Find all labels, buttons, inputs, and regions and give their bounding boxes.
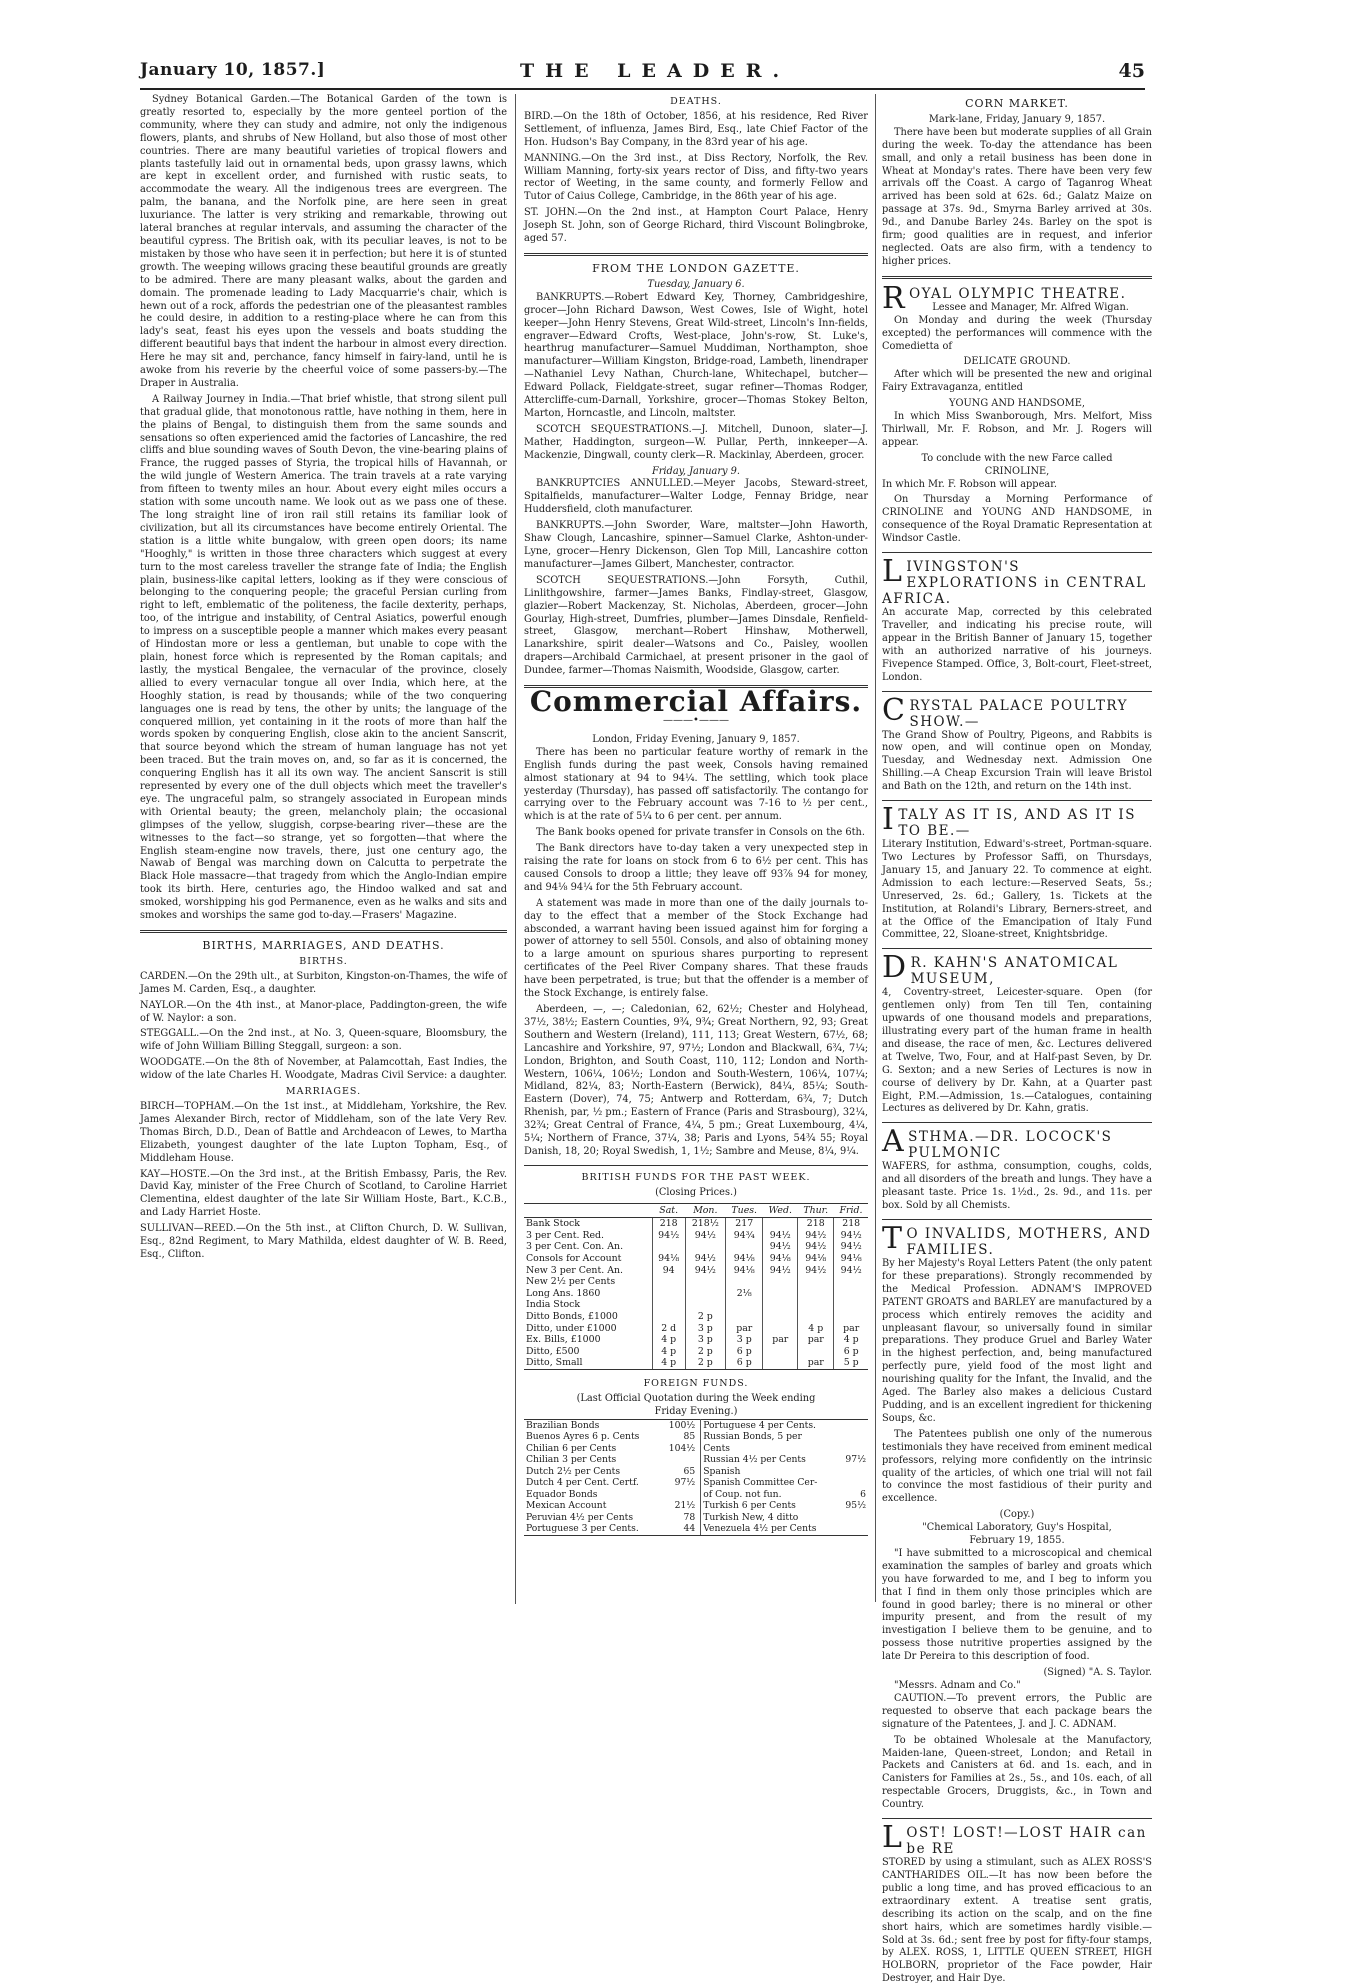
fund-name-cell: Portuguese 3 per Cents. [524, 1523, 661, 1535]
fund-name-cell: 3 per Cent. Red. [526, 1229, 605, 1241]
section-rule [882, 552, 1152, 553]
column-header [524, 1203, 652, 1218]
fund-name-cell: Long Ans. 1860 [526, 1287, 601, 1299]
price-cell: 94¾ [726, 1230, 763, 1242]
price-cell: 94⅛ [798, 1253, 834, 1265]
running-head [140, 60, 1145, 86]
advert-line: Lessee and Manager, Mr. Alfred Wigan. [932, 301, 1129, 313]
botanical-garden-article: Sydney Botanical Garden.—The Botanical Garden of the town is greatly resorted to, especially by the more genteel portion of the community, where they can study and admire, not only the indigenous flowers, plants, and shrubs of New Holland, but also those of most other countries. There are many beautiful varieties of tropical flowers and plants tastefully laid out in ornamental beds, upon grassy lawns, which are kept in excellent order, and furnished with rustic seats, to accommodate the weary. All the indigenous trees are evergreen. The palm, the banana, and the Norfolk pine, are here seen in great luxuriance. The latter is very striking and remarkable, throwing out lateral branches at regular intervals, and assuming the character of the beautiful cypress. The British oak, with its peculiar leaves, is not to be mistaken by those who have seen it in perfection; but here it is of stunted growth. The weeping willows gracing these beautiful grounds are greatly to be admired. There are many pleasant walks, about the garden and domain. The promenade leading to Lady Macquarrie's chair, which is hewn out of a rock, affords the pedestrian one of the pleasantest rambles he could desire, in addition to a resting-place where he can from this lady's seat, feast his eyes upon the vessels and boats studding the different beautiful bays that indent the harbour in almost every direction. Here he may sit and, perchance, fancy himself in fairy-land, until he is awoke from his reverie by the cheerful voice of some passers-by.—The Draper in Australia. [140, 94, 507, 389]
price-cell [763, 1323, 798, 1335]
table-row [524, 1311, 868, 1323]
table-row [524, 1357, 868, 1369]
column-rule-2 [875, 94, 876, 1602]
price-cell: 218 [834, 1218, 868, 1230]
price-cell [839, 1477, 868, 1489]
fund-name-cell: Buenos Ayres 6 p. Cents [526, 1431, 640, 1443]
table-row [524, 1443, 868, 1455]
price-cell [839, 1431, 868, 1443]
price-cell: 94½ [763, 1241, 798, 1253]
bmd-heading: BIRTHS, MARRIAGES, AND DEATHS. [202, 939, 445, 952]
price-cell: par [834, 1323, 868, 1335]
fund-name-cell: Chilian 6 per Cents [526, 1442, 617, 1454]
price-cell: 94½ [798, 1241, 834, 1253]
table-row [524, 1489, 868, 1501]
section-rule [882, 948, 1152, 949]
birth-notice: CARDEN.—On the 29th ult., at Surbiton, Kingston-on-Thames, the wife of James M. Carden, Esq., a daughter. [140, 970, 507, 995]
table-row [524, 1466, 868, 1478]
drop-cap: L [882, 1820, 904, 1856]
advert-text: CAUTION.—To prevent errors, the Public are requested to observe that each package bears the signature of the Patentees, J. and J. C. ADNAM. [882, 1692, 1152, 1730]
advert-text: On Monday and during the week (Thursday excepted) the performances will commence with the Comedietta of [882, 314, 1152, 352]
price-cell [652, 1288, 685, 1300]
advert-text: After which will be presented the new and original Fairy Extravaganza, entitled [882, 369, 1152, 394]
commercial-paragraph: A statement was made in more than one of the daily journals to-day to the effect that a member of the Stock Exchange had absconded, a warrant having been issued against him for forging a power of attorney to sell 550l. Consols, and also of obtaining money to a large amount on spurious shares purporting to represent certificates of the Peel River Company shares. That these frauds have been perpetrated, is true; but that the offender is a member of the Stock Exchange, is entirely false. [524, 897, 868, 1000]
fund-name-cell: Ex. Bills, £1000 [526, 1334, 601, 1346]
price-cell: 218 [652, 1218, 685, 1230]
commercial-dateline: London, Friday Evening, January 9, 1857. [592, 733, 800, 745]
advert-text: An accurate Map, corrected by this celebrated Traveller, and indicating his precise route, will appear in the British Banner of January 15, together with an authorized narrative of his journeys. Fivepence Stamped. Office, 3, Bolt-court, Fleet-street, London. [882, 607, 1152, 683]
advert-text: To be obtained Wholesale at the Manufactory, Maiden-lane, Queen-street, London; and Retail in Packets and Canisters at 6d. and 1s. each, and in Canisters for Families at 2s., 5s., and 10s. each, of all respectable Grocers, Druggists, &c., in Town and Country. [882, 1734, 1152, 1811]
table-row [524, 1454, 868, 1466]
price-cell [685, 1288, 725, 1300]
railway-journey-article: A Railway Journey in India.—That brief whistle, that strong silent pull that gradual glide, that monotonous rattle, have nothing in them, here in the plains of Bengal, to distinguish them from the same sounds and sensations so often experienced amid the factories of Lancashire, the red cliffs and blue sounding waves of South Devon, the vine-bearing plains of France, the rugged passes of Styria, the tropical hills of Havannah, or the wild jungle of Western America. The train travels at a rate varying from fifteen to twenty miles an hour. About every eight miles occurs a station with some uncouth name. We look out as we pass one of these. The long straight line of iron rail still retains its familiar look of civilization, but all its circumstances have become entirely Oriental. The station is a little white bungalow, with green open doors; its name "Hooghly," is written in those three characters which suggest at every turn to the most careless traveller the strange fate of India; the English plain, business-like capital letters, looking as if they were conscious of belonging to the conquering people; the graceful Persian curling from right to left, emblematic of the politeness, the facile dexterity, perhaps, too, of the intrigue and instability, of Central Asiatics, powerful enough to impress on a susceptible people a manner which makes every peasant of Hindostan more or less a gentleman, but unable to cope with the plain, honest force which is represented by the Roman capitals; and lastly, the mystical Bengalee, the vernacular of the province, closely allied to every vernacular tongue all over India, which here, at the Hooghly station, is read by thousands; while of the two conquering languages one is read by tens, the other by units; the language of the conquered million, yet containing in it the roots of more than half the words spoken by conquering English, close akin to the ancient Sanscrit, that source beyond which the stream of human language has not yet been traced. But the train moves on, and, so far as it is concerned, the conquering English has it all its own way. The ancient Sanscrit is still represented by every one of the dull objects which meet the traveller's eye. The ungraceful palm, so strangely associated in European minds with Oriental beauty; the green, melancholy plain; the occasional glimpses of the yellow, sluggish, corpse-bearing river—these are the witnesses to the fact—so strange, yet so forgotten—that where the English steam-engine now travels, there, just one century ago, the Nawab of Bengal was marching down on Calcutta to perpetrate the Black Hole massacre—that tragedy from which the Anglo-Indian empire took its birth. Here, centuries ago, the Hindoo walked and sat and smoked, worshipping his god Permanence, even as he walks and sits and smokes and worships the same god to-day.—Frasers' Magazine. [140, 393, 507, 922]
fund-name-cell: New 2½ per Cents [526, 1276, 616, 1288]
column-header: Wed. [763, 1203, 798, 1218]
price-cell: 4 p [834, 1334, 868, 1346]
price-cell [839, 1523, 868, 1535]
corn-market-heading: CORN MARKET. [965, 97, 1069, 110]
price-cell: 94½ [834, 1230, 868, 1242]
marriage-notice: KAY—HOSTE.—On the 3rd inst., at the British Embassy, Paris, the Rev. David Kay, minister of the Free Church of Scotland, to Caroline Harriet Clementina, eldest daughter of the late Sir William Hoste, Bart., K.C.B., and Lady Harriet Hoste. [140, 1168, 507, 1219]
ornament-divider: ———•——— [663, 714, 729, 726]
advert-text: In which Mr. F. Robson will appear. [882, 478, 1057, 490]
price-cell: 3 p [726, 1334, 763, 1346]
price-cell [763, 1311, 798, 1323]
fund-name-cell: Turkish New, 4 ditto [703, 1511, 799, 1523]
fund-name-cell: 3 per Cent. Con. An. [526, 1241, 624, 1253]
gazette-paragraph: BANKRUPTS.—John Sworder, Ware, maltster—John Haworth, Shaw Clough, Lancashire, spinner—Samuel Clarke, Ashton-under-Lyne, grocer—Henry Dickenson, Glen Top Mill, Lancashire cotton manufacturer—James Gilbert, Manchester, contractor. [524, 520, 868, 570]
fund-name-cell: Equador Bonds [526, 1488, 598, 1500]
fund-name-cell: Cents [703, 1442, 731, 1454]
advert-heading [882, 802, 1152, 840]
advert-heading [882, 692, 1152, 730]
advert-italy-lectures [882, 802, 1152, 942]
price-cell [652, 1276, 685, 1288]
price-cell: 3 p [685, 1323, 725, 1335]
price-cell [839, 1443, 868, 1455]
price-cell: 94½ [763, 1230, 798, 1242]
advert-asthma-wafers [882, 1124, 1152, 1213]
advert-text: STORED by using a stimulant, such as ALEX ROSS'S CANTHARIDES OIL.—It has now been before the public a long time, and has proved efficacious to an extraordinary extent. A treatise sent gratis, describing its action on the scalp, and on the fine short hairs, which are sometimes hardly visible.—Sold at 3s. 6d.; sent free by post for fifty-four stamps, by ALEX. ROSS, 1, LITTLE QUEEN STREET, HIGH HOLBORN, proprietor of the Face powder, Hair Destroyer, and Hair Dye. [882, 1857, 1152, 1985]
fund-name-cell: Chilian 3 per Cents [526, 1454, 617, 1466]
railway-share-prices: Aberdeen, —, —; Caledonian, 62, 62½; Chester and Holyhead, 37½, 38½; Eastern Counties, 9¾, 9¾; Great Northern, 92, 93; Great Southern and Western (Ireland), 111, 113; Great Western, 67½, 68; Lancashire and Yorkshire, 97, 97½; London and Blackwall, 6¾, 7¼; London, Brighton, and South Coast, 110, 112; London and North-Western, 106¼, 106½; London and South-Western, 106¼, 107¼; Midland, 82¼, 83; North-Eastern (Berwick), 84¼, 85¼; South-Eastern (Dover), 74, 75; Antwerp and Rotterdam, 6¾, 7; Dutch Rhenish, par, ½ pm.; Eastern of France (Paris and Strasbourg), 32¼, 32¾; Great Central of France, 4¼, 5 pm.; Great Luxembourg, 4¼, 5¼; Northern of France, 37¼, 38; Paris and Lyons, 54¾ 55; Royal Danish, 18, 20; Royal Swedish, 1, 1½; Sambre and Meuse, 8¼, 9¼. [524, 1004, 868, 1157]
price-cell: 2 p [685, 1357, 725, 1369]
marriage-notice: SULLIVAN—REED.—On the 5th inst., at Clifton Church, D. W. Sullivan, Esq., 82nd Regiment, to Mary Mathilda, eldest daughter of W. B. Reed, Esq., Clifton. [140, 1223, 507, 1260]
birth-notice: NAYLOR.—On the 4th inst., at Manor-place, Paddington-green, the wife of W. Naylor: a son. [140, 999, 507, 1024]
fund-name-cell: Spanish [703, 1465, 741, 1477]
fund-name-cell: New 3 per Cent. An. [526, 1264, 623, 1276]
advert-title: TALY AS IT IS, AND AS IT IS TO BE.— [898, 807, 1136, 840]
price-cell: 5 p [834, 1357, 868, 1369]
price-cell: 6 [860, 1488, 866, 1500]
price-cell: 94½ [652, 1230, 685, 1242]
price-cell [839, 1512, 868, 1524]
advert-text: WAFERS, for asthma, consumption, coughs, colds, and all disorders of the breath and lungs. They have a pleasant taste. Price 1s. 1½d., 2s. 9d., and 11s. per box. Sold by all Chemists. [882, 1161, 1152, 1212]
play-title: CRINOLINE, [984, 465, 1050, 477]
price-cell [834, 1299, 868, 1311]
fund-name-cell: Spanish Committee Cer- [703, 1477, 818, 1489]
marriage-notice: BIRCH—TOPHAM.—On the 1st inst., at Middleham, Yorkshire, the Rev. James Alexander Birch, rector of Middleham, son of the late Very Rev. Thomas Birch, D.D., Dean of Battle and Archdeacon of Lewes, to Martha Elizabeth, youngest daughter of the late Lupton Topham, Esq., of Middleham House. [140, 1100, 507, 1164]
fund-name-cell: Ditto, Small [524, 1357, 652, 1369]
fund-name-cell: Turkish 6 per Cents [703, 1500, 796, 1512]
price-cell: 2 p [685, 1346, 725, 1358]
drop-cap: A [882, 1124, 906, 1160]
price-cell: 97½ [845, 1454, 866, 1466]
advert-title: STHMA.—DR. LOCOCK'S PULMONIC [908, 1129, 1113, 1162]
drop-cap: L [882, 554, 904, 590]
price-cell [763, 1288, 798, 1300]
drop-cap: T [882, 1221, 904, 1256]
section-rule [524, 1165, 868, 1166]
price-cell [726, 1311, 763, 1323]
price-cell: 3 p [685, 1334, 725, 1346]
advert-text: In which Miss Swanborough, Mrs. Melfort, Miss Thirlwall, Mr. F. Robson, and Mr. J. Rogers will appear. [882, 411, 1152, 448]
advert-heading [882, 1221, 1152, 1258]
table-row [524, 1419, 868, 1431]
births-heading: BIRTHS. [299, 955, 348, 967]
price-cell [834, 1276, 868, 1288]
advert-line: (Copy.) [999, 1509, 1035, 1521]
price-cell [652, 1299, 685, 1311]
price-cell: 4 p [652, 1334, 685, 1346]
drop-cap: C [882, 692, 907, 728]
table-row [524, 1523, 868, 1535]
price-cell [763, 1218, 798, 1230]
advert-heading [882, 1820, 1152, 1858]
corn-market-date: Mark-lane, Friday, January 9, 1857. [928, 113, 1106, 125]
column-header: Thur. [798, 1203, 834, 1218]
advert-title: OYAL OLYMPIC THEATRE. [909, 285, 1127, 302]
advert-adnam-groats [882, 1221, 1152, 1812]
advert-line: To conclude with the new Farce called [921, 452, 1113, 464]
price-cell: 78 [661, 1512, 701, 1524]
advert-text: The Patentees publish one only of the numerous testimonials they have received from eminent medical professors, relying more confidently on the intrinsic quality of the articles, of which one trial will not fail to convince the most fastidious of their purity and excellence. [882, 1428, 1152, 1505]
price-cell: 85 [661, 1431, 701, 1443]
table-row [524, 1230, 868, 1242]
advert-title: IVINGSTON'S EXPLORATIONS in CENTRAL AFRICA. [882, 559, 1147, 608]
price-cell: 100½ [661, 1419, 701, 1431]
death-notice: BIRD.—On the 18th of October, 1856, at his residence, Red River Settlement, of influenza, James Bird, Esq., late Chief Factor of the Hon. Hudson's Bay Company, in the 83rd year of his age. [524, 110, 868, 148]
price-cell [726, 1276, 763, 1288]
price-cell [839, 1466, 868, 1478]
price-cell [685, 1241, 725, 1253]
fund-name-cell: Brazilian Bonds [524, 1419, 661, 1431]
fund-name-cell: Ditto, £500 [526, 1345, 580, 1357]
table-row [524, 1500, 868, 1512]
advert-line: "Chemical Laboratory, Guy's Hospital, [922, 1522, 1112, 1534]
price-cell [685, 1299, 725, 1311]
drop-cap: I [882, 802, 896, 838]
advert-title: O INVALIDS, MOTHERS, AND FAMILIES. [906, 1226, 1152, 1258]
issue-date: January 10, 1857.] [140, 60, 326, 80]
fund-name-cell: Consols for Account [526, 1253, 622, 1265]
advert-text: Literary Institution, Edward's-street, Portman-square. Two Lectures by Professor Saffi, on Thursdays, January 15, and January 22. To commence at eight. Admission to each lecture:—Reserved Seats, 5s.; Unreserved, 2s. 6d.; Gallery, 1s. Tickets at the Institution, at Rolandi's Library, Berners-street, and at the Office of the Emancipation of Italy Fund Committee, 22, Sloane-street, Knightsbridge. [882, 839, 1152, 941]
fund-name-cell: Ditto, under £1000 [526, 1322, 617, 1334]
table-row [524, 1512, 868, 1524]
price-cell: 94½ [685, 1230, 725, 1242]
price-cell: 94⅛ [726, 1265, 763, 1277]
section-rule [882, 1122, 1152, 1123]
advert-line: February 19, 1855. [969, 1535, 1065, 1547]
price-cell: 94⅛ [652, 1253, 685, 1265]
price-cell: par [726, 1323, 763, 1335]
gazette-paragraph: BANKRUPTS.—Robert Edward Key, Thorney, Cambridgeshire, grocer—John Richard Dawson, West Cowes, Isle of Wight, hotel keeper—John Henry Stevens, Great Wild-street, Lincoln's Inn-fields, engraver—Edward Crofts, West-place, John's-row, St. Luke's, hearthrug manufacturer—Samuel Muddiman, Northampton, shoe manufacturer—William Kingston, Bridge-road, Lambeth, linendraper—Nathaniel Levy Nathan, Church-lane, Whitechapel, butcher—Edward Pollack, Fieldgate-street, sugar refiner—Thomas Rodger, Attercliffe-cum-Darnall, Yorkshire, grocer—Thomas Stokey Belton, Marton, Horncastle, and Lincoln, maltster. [524, 291, 868, 419]
price-cell: 94⅛ [763, 1253, 798, 1265]
commercial-paragraph: There has been no particular feature worthy of remark in the English funds during the past week, Consols having remained almost stationary at 94 to 94¼. The settling, which took place yesterday (Thursday), has passed off satisfactorily. The contango for carrying over to the February account was 7-16 to ½ per cent., which is at the rate of 5¼ to 6 per cent. per annum. [524, 746, 868, 823]
price-cell: 4 p [652, 1357, 685, 1369]
price-cell: 65 [661, 1466, 701, 1478]
price-cell: 104½ [661, 1443, 701, 1455]
play-title: DELICATE GROUND. [963, 356, 1071, 368]
death-notice: ST. JOHN.—On the 2nd inst., at Hampton Court Palace, Henry Joseph St. John, son of George Richard, third Viscount Bolingbroke, aged 57. [524, 207, 868, 245]
table-row [524, 1288, 868, 1300]
column-header: Frid. [834, 1203, 868, 1218]
price-cell: 6 p [726, 1346, 763, 1358]
price-cell: 4 p [652, 1346, 685, 1358]
gazette-date: Friday, January 9. [651, 465, 741, 477]
section-rule [524, 253, 868, 256]
table-row [524, 1477, 868, 1489]
fund-name-cell: Dutch 4 per Cent. Certf. [526, 1477, 639, 1489]
price-cell: 218½ [685, 1218, 725, 1230]
price-cell [763, 1276, 798, 1288]
price-cell [798, 1276, 834, 1288]
price-cell [839, 1419, 868, 1431]
table-row [524, 1265, 868, 1277]
fund-name-cell: Portuguese 4 per Cents. [701, 1419, 840, 1431]
advert-lost-hair [882, 1820, 1152, 1986]
gazette-heading: FROM THE LONDON GAZETTE. [592, 261, 800, 275]
table-row [524, 1241, 868, 1253]
birth-notice: WOODGATE.—On the 8th of November, at Palamcottah, East Indies, the widow of the late Charles H. Woodgate, Madras Civil Service: a daughter. [140, 1057, 507, 1082]
price-cell [763, 1357, 798, 1369]
price-cell: 6 p [726, 1357, 763, 1369]
page-number: 45 [1118, 60, 1145, 82]
death-notice: MANNING.—On the 3rd inst., at Diss Rectory, Norfolk, the Rev. William Manning, forty-six years rector of Diss, and fifty-two years rector of Weeting, in the same county, and formerly Fellow and Tutor of Caius College, Cambridge, in the 86th year of his age. [524, 152, 868, 203]
advert-text: 4, Coventry-street, Leicester-square. Open (for gentlemen only) from Ten till Ten, containing upwards of one thousand models and preparations, illustrating every part of the human frame in health and disease, the race of men, &c. Lectures delivered at Twelve, Two, Four, and at Half-past Seven, by Dr. G. Sexton; and a new Series of Lectures is now in course of delivery by Dr. Kahn, at a Quarter past Eight, P.M.—Admission, 1s.—Catalogues, containing Lectures as delivered by Dr. Kahn, gratis. [882, 987, 1152, 1115]
price-cell [763, 1346, 798, 1358]
table-row [524, 1431, 868, 1443]
price-cell [798, 1299, 834, 1311]
fund-name-cell: of Coup. not fun. [703, 1488, 782, 1500]
column-left [140, 94, 507, 1604]
price-cell: 2 p [685, 1311, 725, 1323]
fund-name-cell: Russian 4½ per Cents [703, 1454, 806, 1466]
advert-title: RYSTAL PALACE POULTRY SHOW.— [909, 697, 1128, 730]
column-header: Tues. [726, 1203, 763, 1218]
fund-name-cell: Ditto Bonds, £1000 [526, 1311, 618, 1323]
advert-title: OST! LOST!—LOST HAIR can be RE [906, 1825, 1147, 1858]
price-cell [652, 1241, 685, 1253]
price-cell: 94½ [834, 1265, 868, 1277]
price-cell [726, 1241, 763, 1253]
price-cell: 6 p [834, 1346, 868, 1358]
testimonial-signature: (Signed) "A. S. Taylor. [1043, 1667, 1152, 1679]
advert-heading [882, 950, 1152, 988]
table-row [524, 1253, 868, 1265]
column-right [882, 94, 1152, 1985]
section-rule [882, 691, 1152, 692]
table-row [524, 1218, 868, 1230]
gazette-paragraph: SCOTCH SEQUESTRATIONS.—John Forsyth, Cuthil, Linlithgowshire, farmer—James Banks, Findlay-street, Glasgow, glazier—Robert Mackenzay, St. Nicholas, Aberdeen, grocer—John Gourlay, High-street, Dumfries, plumber—James Dinsdale, Renfield-street, Glasgow, merchant—Robert Hinshaw, Motherwell, Lanarkshire, spirit dealer—Watsons and Co., Paisley, woollen drapers—Archibald Carmichael, at present prisoner in the gaol of Dundee, farmer—Thomas Naismith, Woodside, Glasgow, carter. [524, 574, 868, 677]
fund-name-cell: Peruvian 4½ per Cents [526, 1511, 634, 1523]
price-cell: 94⅛ [726, 1253, 763, 1265]
gazette-date: Tuesday, January 6. [647, 278, 745, 290]
advert-text: By her Majesty's Royal Letters Patent (the only patent for these preparations). Strongly recommended by the Medical Profession. ADNAM'S IMPROVED PATENT GROATS and BARLEY are manufactured by a process which entirely removes the acidity and unpleasant flavour, so universally found in similar preparations. They produce Gruel and Barley Water in the highest perfection, and, being manufactured perfectly pure, yield food of the most light and nourishing quality for the Infant, the Invalid, and the Aged. The Barley also makes a delicious Custard Pudding, and is an excellent ingredient for thickening Soups, &c. [882, 1258, 1152, 1424]
price-cell [834, 1288, 868, 1300]
price-cell: 94½ [685, 1265, 725, 1277]
price-cell: 95½ [845, 1500, 866, 1512]
section-rule [882, 276, 1152, 279]
table-row [524, 1276, 868, 1288]
price-cell: 94⅛ [834, 1253, 868, 1265]
foreign-funds-subheading: Friday Evening.) [654, 1405, 738, 1417]
foreign-funds-table [524, 1419, 868, 1536]
fund-name-cell: Mexican Account [526, 1500, 607, 1512]
price-cell: 97½ [661, 1477, 701, 1489]
price-cell [685, 1276, 725, 1288]
foreign-funds-heading: FOREIGN FUNDS. [643, 1378, 749, 1389]
price-cell [661, 1454, 701, 1466]
advert-text: The Grand Show of Poultry, Pigeons, and Rabbits is now open, and will continue open on Monday, Tuesday, and Wednesday next. Admission One Shilling.—A Cheap Excursion Train will leave Bristol and Bath on the 12th, and return on the 14th inst. [882, 729, 1152, 793]
section-rule [882, 1219, 1152, 1220]
advert-livingston [882, 554, 1152, 684]
drop-cap: R [882, 280, 907, 316]
advert-text: On Thursday a Morning Performance of CRINOLINE and YOUNG AND HANDSOME, in consequence of the Royal Dramatic Representation at Windsor Castle. [882, 494, 1152, 545]
price-cell: 94½ [798, 1265, 834, 1277]
advert-heading [882, 554, 1152, 608]
drop-cap: D [882, 950, 908, 986]
british-funds-heading: BRITISH FUNDS FOR THE PAST WEEK. [581, 1171, 811, 1183]
advert-kahn-museum [882, 950, 1152, 1116]
price-cell: 21½ [661, 1500, 701, 1512]
column-header: Mon. [685, 1203, 725, 1218]
british-funds-table [524, 1203, 868, 1370]
fund-name-cell: India Stock [526, 1299, 581, 1311]
price-cell: 94 [652, 1265, 685, 1277]
testimonial-letter: "I have submitted to a microscopical and chemical examination the samples of barley and groats which you have forwarded to me, and I beg to inform you that I find in them only those principles which are found in good barley; there is no mineral or other impurity present, and from the result of my investigation I believe them to be genuine, and to possess those nutritive properties assigned by the late Dr Pereira to this description of food. [882, 1547, 1152, 1663]
price-cell: 94½ [685, 1253, 725, 1265]
price-cell [652, 1311, 685, 1323]
section-rule [882, 800, 1152, 801]
table-row [524, 1346, 868, 1358]
price-cell: par [798, 1334, 834, 1346]
section-rule [140, 930, 507, 933]
price-cell: 218 [798, 1218, 834, 1230]
fund-name-cell: Bank Stock [526, 1218, 580, 1230]
testimonial-addressee: "Messrs. Adnam and Co." [894, 1680, 1021, 1691]
marriages-heading: MARRIAGES. [285, 1086, 362, 1098]
commercial-paragraph: The Bank books opened for private transfer in Consols on the 6th. [536, 827, 865, 839]
british-funds-subheading: (Closing Prices.) [655, 1186, 737, 1198]
commercial-paragraph: The Bank directors have to-day taken a very unexpected step in raising the rate for loans on stock from 6 to 6½ per cent. This has caused Consols to droop a little; they leave off 93⅞ 94 for money, and 94⅛ 94¼ for the 5th February account. [524, 843, 868, 893]
play-title: YOUNG AND HANDSOME, [949, 398, 1085, 410]
fund-name-cell: Russian Bonds, 5 per [703, 1431, 802, 1443]
price-cell [763, 1299, 798, 1311]
price-cell [798, 1346, 834, 1358]
birth-notice: STEGGALL.—On the 2nd inst., at No. 3, Queen-square, Bloomsbury, the wife of John William Billing Steggall, surgeon: a son. [140, 1028, 507, 1053]
commercial-affairs-heading: Commercial Affairs. [529, 685, 863, 719]
advert-crystal-palace [882, 692, 1152, 795]
price-cell: 44 [661, 1523, 701, 1535]
column-header: Sat. [652, 1203, 685, 1218]
price-cell: 2⅛ [726, 1288, 763, 1300]
price-cell [798, 1311, 834, 1323]
price-cell: 2 d [652, 1323, 685, 1335]
table-row [524, 1299, 868, 1311]
deaths-heading: DEATHS. [670, 96, 722, 107]
price-cell: par [798, 1357, 834, 1369]
price-cell: 217 [726, 1218, 763, 1230]
masthead-title: THE LEADER. [520, 60, 791, 82]
advert-heading [882, 1124, 1152, 1162]
section-rule [882, 1818, 1152, 1819]
price-cell [834, 1311, 868, 1323]
column-middle [524, 94, 868, 1602]
price-cell: 94½ [834, 1241, 868, 1253]
fund-name-cell: Dutch 2½ per Cents [526, 1465, 621, 1477]
price-cell [798, 1288, 834, 1300]
price-cell [661, 1489, 701, 1501]
price-cell: par [763, 1334, 798, 1346]
price-cell: 4 p [798, 1323, 834, 1335]
fund-name-cell: Venezuela 4½ per Cents [701, 1523, 840, 1535]
gazette-paragraph: BANKRUPTCIES ANNULLED.—Meyer Jacobs, Steward-street, Spitalfields, manufacturer—Walter Lodge, Fennay Bridge, near Huddersfield, cloth manufacturer. [524, 478, 868, 516]
table-header-row [524, 1203, 868, 1218]
corn-market-report: There have been but moderate supplies of all Grain during the week. To-day the attendance has been small, and only a retail business has been done in Wheat at Monday's rates. There have been very few arrivals off the Coast. A cargo of Taganrog Wheat arrived has been sold at 62s. 6d.; Galatz Maize on passage at 37s. 9d., Smyrna Barley arrived at 30s. 9d., and Danube Barley 24s. Barley on the spot is firm; good qualities are in request, and inferior neglected. Oats are also firm, with a tendency to higher prices. [882, 126, 1152, 267]
price-cell: 94½ [763, 1265, 798, 1277]
foreign-funds-subheading: (Last Official Quotation during the Week ending [576, 1392, 816, 1404]
gazette-paragraph: SCOTCH SEQUESTRATIONS.—J. Mitchell, Dunoon, slater—J. Mather, Haddington, surgeon—W. Pullar, Perth, innkeeper—A. Mackenzie, Dingwall, county clerk—R. Mackinlay, Aberdeen, grocer. [524, 423, 868, 461]
price-cell [726, 1299, 763, 1311]
advert-title: R. KAHN'S ANATOMICAL MUSEUM, [910, 955, 1119, 988]
table-row [524, 1323, 868, 1335]
advert-olympic-theatre [882, 280, 1152, 546]
column-rule-1 [515, 94, 516, 1604]
table-row [524, 1334, 868, 1346]
price-cell: 94½ [798, 1230, 834, 1242]
header-rule [140, 88, 1145, 90]
